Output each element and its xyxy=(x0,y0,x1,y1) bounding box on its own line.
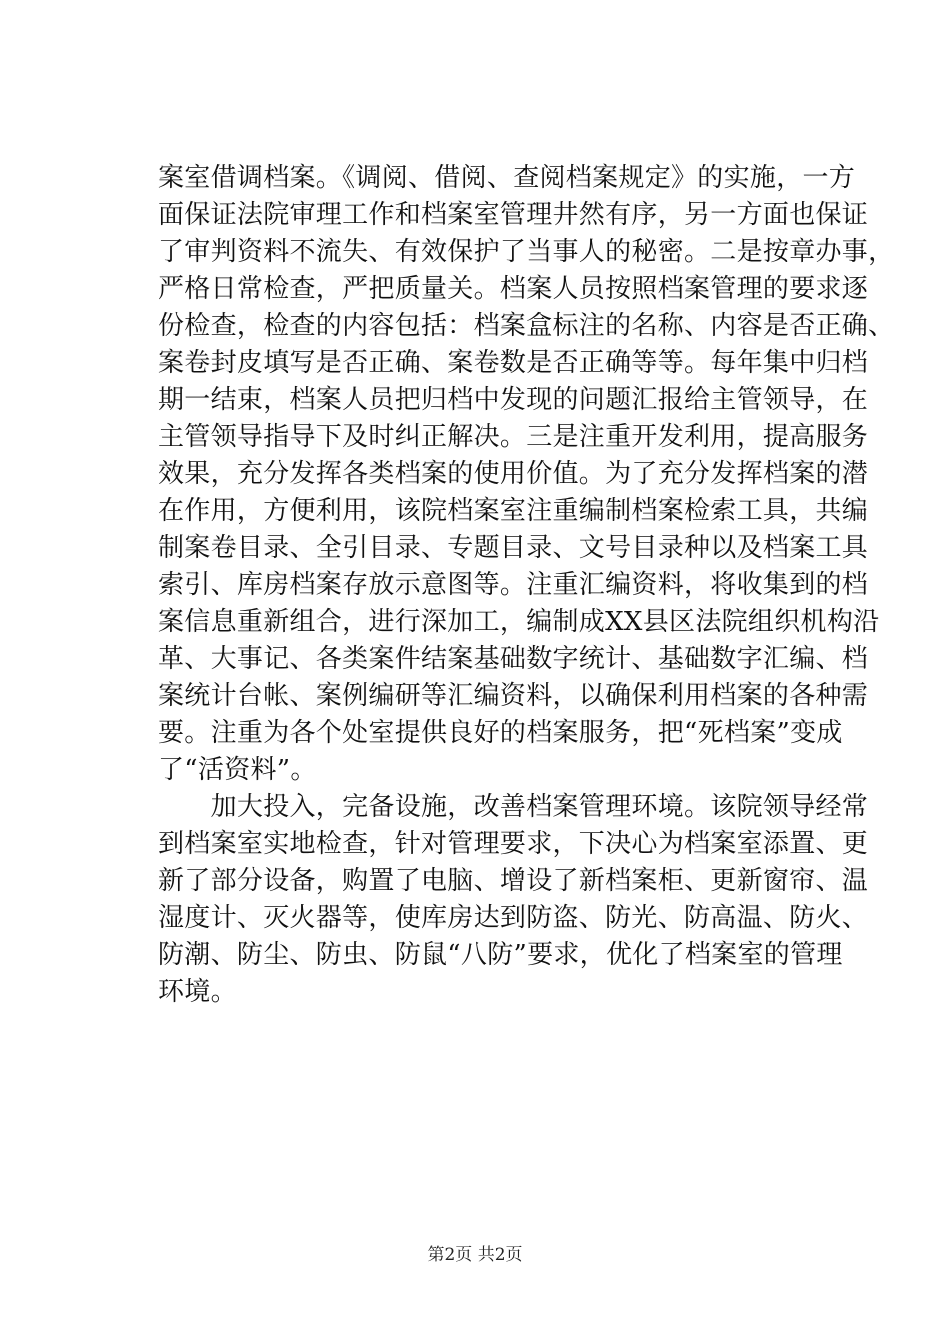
text-line: 到档案室实地检查，针对管理要求，下决心为档案室添置、更 xyxy=(158,829,869,859)
text-line: 效果，充分发挥各类档案的使用价值。为了充分发挥档案的潜 xyxy=(158,459,869,489)
text-line: 案卷封皮填写是否正确、案卷数是否正确等等。每年集中归档 xyxy=(158,348,869,378)
text-line: 防潮、防尘、防虫、防鼠“八防”要求，优化了档案室的管理 xyxy=(158,940,843,970)
text-line: 加大投入，完备设施，改善档案管理环境。该院领导经常 xyxy=(158,792,869,822)
text-line: 索引、库房档案存放示意图等。注重汇编资料，将收集到的档 xyxy=(158,570,869,600)
text-line: 在作用，方便利用，该院档案室注重编制档案检索工具，共编 xyxy=(158,496,869,526)
text-line: 要。注重为各个处室提供良好的档案服务，把“死档案”变成 xyxy=(158,718,843,748)
text-line: 份检查，检查的内容包括：档案盒标注的名称、内容是否正确、 xyxy=(158,311,895,341)
text-line: 环境。 xyxy=(158,977,237,1007)
page-number-footer: 第2页 共2页 xyxy=(427,1245,523,1265)
text-line: 案信息重新组合，进行深加工，编制成XX县区法院组织机构沿 xyxy=(158,607,880,637)
text-line: 湿度计、灭火器等，使库房达到防盗、防光、防高温、防火、 xyxy=(158,903,869,933)
text-line: 严格日常检查，严把质量关。档案人员按照档案管理的要求逐 xyxy=(158,274,869,304)
text-line: 新了部分设备，购置了电脑、增设了新档案柜、更新窗帘、温 xyxy=(158,866,869,896)
text-line: 革、大事记、各类案件结案基础数字统计、基础数字汇编、档 xyxy=(158,644,869,674)
text-line: 案统计台帐、案例编研等汇编资料，以确保利用档案的各种需 xyxy=(158,681,869,711)
body-text xyxy=(158,160,895,1011)
text-line: 面保证法院审理工作和档案室管理井然有序，另一方面也保证 xyxy=(158,200,869,230)
text-line: 制案卷目录、全引目录、专题目录、文号目录种以及档案工具 xyxy=(158,533,869,563)
text-line: 了审判资料不流失、有效保护了当事人的秘密。二是按章办事， xyxy=(158,237,895,267)
text-line: 案室借调档案。《调阅、借阅、查阅档案规定》的实施，一方 xyxy=(158,163,856,193)
text-line: 主管领导指导下及时纠正解决。三是注重开发利用，提高服务 xyxy=(158,422,869,452)
text-line: 期一结束，档案人员把归档中发现的问题汇报给主管领导，在 xyxy=(158,385,869,415)
text-line: 了“活资料”。 xyxy=(158,755,317,785)
